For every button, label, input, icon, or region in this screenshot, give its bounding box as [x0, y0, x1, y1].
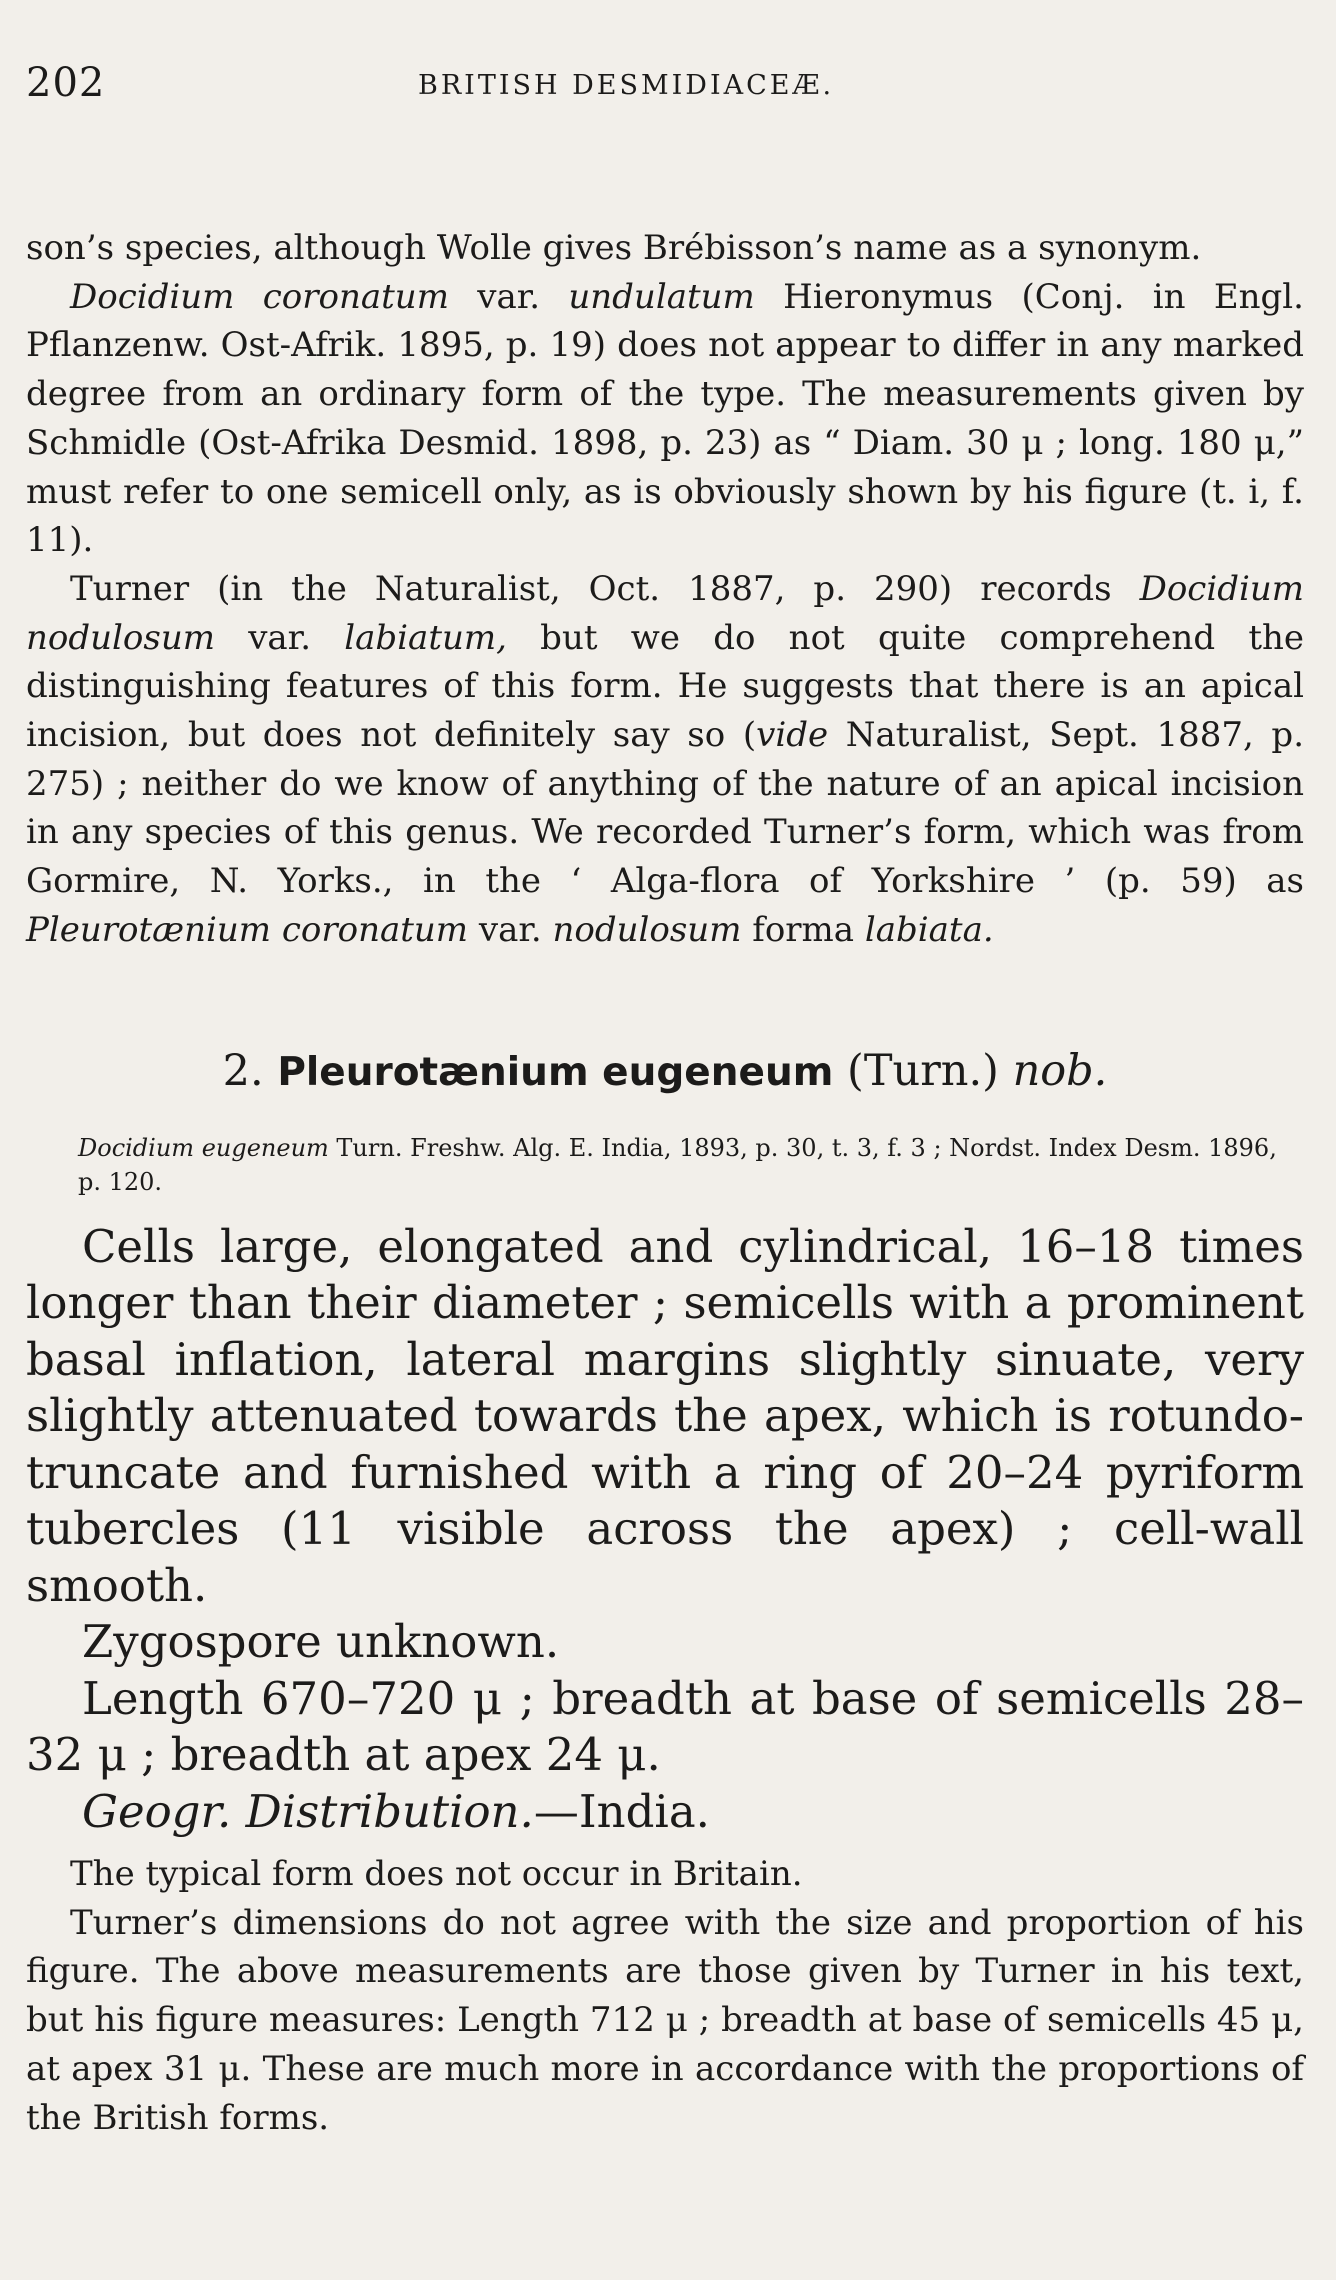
paragraph-text: son’s species, although Wolle gives Brébisson’s name as a synonym.: [26, 228, 1202, 268]
paragraph-text: var.: [214, 617, 345, 658]
species-suffix: nob.: [1012, 1045, 1108, 1096]
paragraph-text: Hieronymus (Conj. in Engl. Pflanzenw. Ost-Afrik. 1895, p. 19) does not appear to differ in any marked degree from an ordinary form of the type. The measurements given by Schmidle (Ost-Afrika Desmid. 1898, p. 23) as “ Diam. 30 μ ; long. 180 μ,” must refer to one semicell only, as is obviously shown by his figure (t. i, f. 11).: [26, 276, 1304, 561]
page-header: [26, 56, 1304, 116]
taxon-variety: nodulosum: [552, 909, 742, 950]
paragraph-text: forma: [741, 909, 865, 950]
paragraph-text: var.: [448, 276, 569, 317]
paragraph-text: Turner (in the Naturalist, Oct. 1887, p. 290) records: [70, 568, 1140, 609]
taxon-forma: labiata.: [864, 909, 994, 950]
taxon-name: Docidium nodulosum: [26, 568, 1304, 658]
species-heading: [26, 1043, 1304, 1101]
paragraph-text: but we do not quite comprehend the distinguishing features of this form. He suggests that there is an apical incision, but does not definitely say so (: [26, 617, 1305, 756]
book-page: [26, 56, 1304, 2142]
synonym-genus: Docidium eugeneum: [78, 1133, 329, 1162]
distribution-label: Geogr. Distribution.: [82, 1784, 534, 1838]
page-number: 202: [26, 60, 106, 106]
species-name: Pleurotænium eugeneum: [277, 1049, 834, 1095]
species-number: 2.: [222, 1045, 264, 1096]
paragraph-turner-record: [26, 565, 1304, 955]
dimensions: Length 670–720 μ ; breadth at base of semicells 28–32 μ ; breadth at apex 24 μ.: [26, 1671, 1304, 1782]
paragraph-text: Naturalist, Sept. 1887, p. 275) ; neither do we know of anything of the nature of an apical incision in any species of this genus. We recorded Turner’s form, which was from Gormire, N. Yorks., in the ‘ Alga-flora of Yorkshire ’ (p. 59) as: [26, 715, 1304, 902]
species-authority: (Turn.): [847, 1045, 999, 1096]
paragraph-text: var.: [468, 909, 553, 950]
taxon-variety: labiatum,: [344, 617, 507, 658]
synonym-reference: Turn. Freshw. Alg. E. India, 1893, p. 30, t. 3, f. 3 ; Nordst. Index Desm. 1896, p. 120.: [78, 1133, 1277, 1196]
synonym-citation: [78, 1131, 1304, 1199]
species-description: Cells large, elongated and cylindrical, 16–18 times longer than their diameter ; semicells with a prominent basal inflation, lateral margins slightly sinuate, very slightly attenuated towards the apex, which is rotundo-truncate and furnished with a ring of 20–24 pyriform tubercles (11 visible across the apex) ; cell-wall smooth.: [26, 1219, 1304, 1612]
note-turner-dimensions: Turner’s dimensions do not agree with the size and proportion of his figure. The above measurements are those given by Turner in his text, but his figure measures: Length 712 μ ; breadth at base of semicells 45 μ, at apex 31 μ. These are much more in accordance with the proportions of the British forms.: [26, 1902, 1304, 2138]
paragraph-docidium-coronatum: [26, 273, 1304, 565]
distribution: [26, 1784, 1304, 1841]
taxon-variety: undulatum: [568, 276, 755, 317]
zygospore-note: Zygospore unknown.: [82, 1615, 560, 1669]
running-title: BRITISH DESMIDIACEÆ.: [418, 70, 835, 101]
taxon-name: Docidium coronatum: [70, 276, 449, 317]
taxon-name: Pleurotænium coronatum: [26, 909, 469, 950]
paragraph-continuation: [26, 224, 1304, 273]
note-typical-form: The typical form does not occur in Britain.: [70, 1854, 803, 1895]
distribution-value: —India.: [533, 1784, 710, 1838]
latin-term: vide: [756, 715, 829, 756]
